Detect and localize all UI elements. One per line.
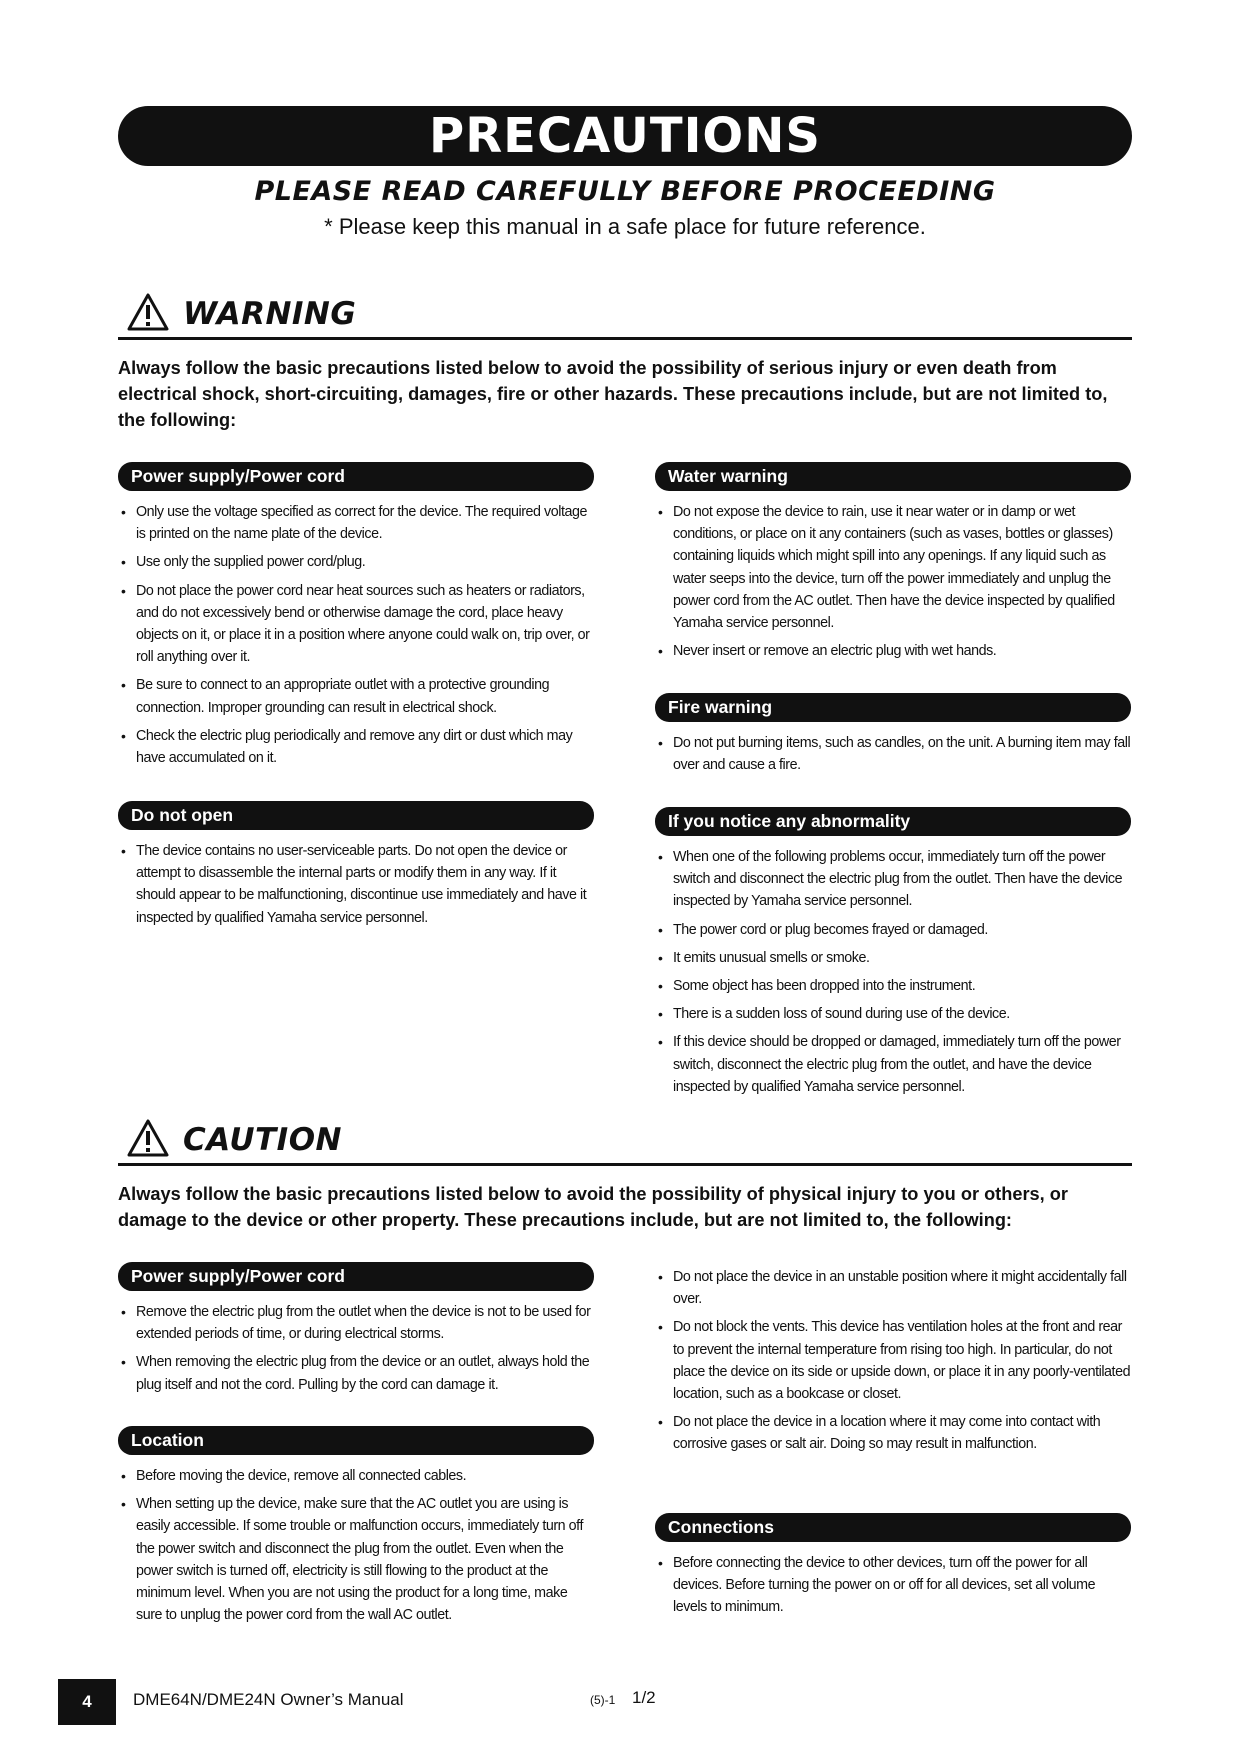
list-item: • Do not put burning items, such as candles, on the unit. A burning item may fall over and cause a fire. [655, 732, 1131, 776]
caution-intro: Always follow the basic precautions listed below to avoid the possibility of physical injury to you or others, or damage to the device or other property. These precautions include, but are not limited to, the following: [118, 1184, 1068, 1230]
warning-abnormal-title: If you notice any abnormality [655, 807, 1131, 836]
list-item: • Some object has been dropped into the instrument. [655, 975, 1131, 997]
page-subtitle: PLEASE READ CAREFULLY BEFORE PROCEEDING [254, 176, 996, 207]
warning-triangle-icon [126, 292, 170, 332]
caution-connections-title: Connections [655, 1513, 1131, 1542]
list-item: • When one of the following problems occur, immediately turn off the power switch and disconnect the electric plug from the outlet. Then have the device inspected by Yamaha service personnel. [655, 846, 1131, 913]
warning-water-title: Water warning [655, 462, 1131, 491]
list-item: • There is a sudden loss of sound during use of the device. [655, 1003, 1131, 1025]
list-item: • Never insert or remove an electric plug with wet hands. [655, 640, 1131, 662]
manual-title: DME64N/DME24N Owner’s Manual [133, 1690, 404, 1709]
warning-power-title: Power supply/Power cord [118, 462, 594, 491]
warning-abnormal-list [655, 846, 1131, 1098]
warning-fire-title: Fire warning [655, 693, 1131, 722]
list-item: • Do not block the vents. This device has ventilation holes at the front and rear to prevent the internal temperature from rising too high. In particular, do not place the device on its side or upside down, or place it in any poorly-ventilated location, such as a bookcase or closet. [655, 1316, 1131, 1405]
footer-code: (5)-1 [590, 1693, 616, 1707]
warning-fire-list [655, 732, 1131, 776]
warning-triangle-icon [126, 1118, 170, 1158]
caution-power-title: Power supply/Power cord [118, 1262, 594, 1291]
list-item: • When removing the electric plug from the device or an outlet, always hold the plug itself and not the cord. Pulling by the cord can damage it. [118, 1351, 594, 1395]
list-item: • Do not place the device in a location where it may come into contact with corrosive gases or salt air. Doing so may result in malfunction. [655, 1411, 1131, 1455]
list-item: • The power cord or plug becomes frayed or damaged. [655, 919, 1131, 941]
caution-location-cont-list [655, 1266, 1131, 1456]
caution-connections-block [655, 1513, 1131, 1625]
warning-abnormal-block [655, 807, 1131, 1104]
caution-location-block [118, 1426, 594, 1632]
list-item: • Before moving the device, remove all connected cables. [118, 1465, 594, 1487]
list-item: • Do not place the device in an unstable position where it might accidentally fall over. [655, 1266, 1131, 1310]
caution-power-block [118, 1262, 594, 1402]
caution-connections-list [655, 1552, 1131, 1619]
list-item: • If this device should be dropped or damaged, immediately turn off the power switch, disconnect the electric plug from the outlet, and have the device inspected by qualified Yamaha service personnel. [655, 1031, 1131, 1098]
warning-power-list [118, 501, 594, 769]
keep-note: * Please keep this manual in a safe place for future reference. [324, 214, 926, 239]
warning-title: WARNING [183, 296, 357, 332]
caution-location-list [118, 1465, 594, 1626]
warning-water-list [655, 501, 1131, 662]
caution-title: CAUTION [183, 1122, 342, 1158]
warning-fire-block [655, 693, 1131, 782]
caution-heading [118, 1118, 1132, 1166]
page-title: PRECAUTIONS [118, 106, 1132, 166]
list-item: • Before connecting the device to other devices, turn off the power for all devices. Before turning the power on or off for all devices, set all volume levels to minimum. [655, 1552, 1131, 1619]
page-fraction: 1/2 [632, 1688, 656, 1707]
warning-water-block [655, 462, 1131, 668]
page-number: 4 [58, 1679, 116, 1725]
list-item: • Do not place the power cord near heat sources such as heaters or radiators, and do not excessively bend or otherwise damage the cord, place heavy objects on it, or place it in a position where anyone could walk on, trip over, or roll anything over it. [118, 580, 594, 669]
warning-intro: Always follow the basic precautions listed below to avoid the possibility of serious injury or even death from electrical shock, short-circuiting, damages, fire or other hazards. These precautions include, but are not limited to, the following: [118, 358, 1108, 430]
list-item: • Do not expose the device to rain, use it near water or in damp or wet conditions, or place on it any containers (such as vases, bottles or glasses) containing liquids which might spill into any openings. If any liquid such as water seeps into the device, turn off the power immediately and unplug the power cord from the AC outlet. Then have the device inspected by qualified Yamaha service personnel. [655, 501, 1131, 634]
list-item: • Check the electric plug periodically and remove any dirt or dust which may have accumulated on it. [118, 725, 594, 769]
list-item: • The device contains no user-serviceable parts. Do not open the device or attempt to disassemble the internal parts or modify them in any way. If it should appear to be malfunctioning, discontinue use immediately and have it inspected by qualified Yamaha service personnel. [118, 840, 594, 929]
list-item: • When setting up the device, make sure that the AC outlet you are using is easily accessible. If some trouble or malfunction occurs, immediately turn off the power switch and disconnect the plug from the outlet. Even when the power switch is turned off, electricity is still flowing to the product at the minimum level. When you are not using the product for a long time, make sure to unplug the power cord from the wall AC outlet. [118, 1493, 594, 1626]
warning-open-title: Do not open [118, 801, 594, 830]
caution-location-title: Location [118, 1426, 594, 1455]
list-item: • Use only the supplied power cord/plug. [118, 551, 594, 573]
warning-power-block [118, 462, 594, 775]
list-item: • Only use the voltage specified as correct for the device. The required voltage is printed on the name plate of the device. [118, 501, 594, 545]
warning-open-block [118, 801, 594, 935]
caution-location-cont-block [655, 1256, 1131, 1462]
list-item: • Remove the electric plug from the outlet when the device is not to be used for extended periods of time, or during electrical storms. [118, 1301, 594, 1345]
caution-power-list [118, 1301, 594, 1396]
list-item: • Be sure to connect to an appropriate outlet with a protective grounding connection. Improper grounding can result in electrical shock. [118, 674, 594, 718]
warning-heading [118, 292, 1132, 340]
list-item: • It emits unusual smells or smoke. [655, 947, 1131, 969]
warning-open-list [118, 840, 594, 929]
